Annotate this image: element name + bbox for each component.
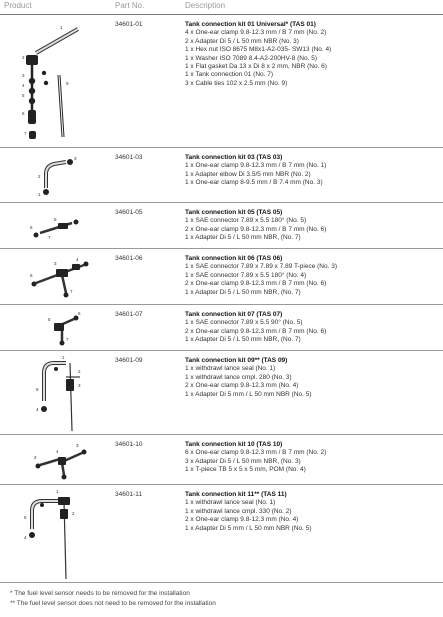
kit-line: 1 x SAE connector 7.89 x 5.5 90° (No. 5): [185, 319, 303, 327]
svg-text:4: 4: [76, 257, 79, 262]
part-number: 34601-03: [115, 154, 143, 161]
svg-text:5: 5: [24, 515, 27, 520]
kit-line: 1 x Adapter Di 5 / L 50 mm NBR, (No. 7): [185, 234, 301, 242]
description: [185, 311, 326, 345]
header-product: Product: [4, 1, 32, 10]
table-row: [0, 305, 443, 351]
part-number: 34601-06: [115, 255, 143, 262]
part-number: 34601-09: [115, 357, 143, 364]
footnote: ** The fuel level sensor does not need to be removed for the installation: [10, 600, 216, 607]
svg-text:2: 2: [72, 511, 75, 516]
kit-title: Tank connection kit 03 (TAS 03): [185, 154, 283, 161]
product-image-tas06: [0, 249, 110, 304]
product-image-tas09: [0, 351, 110, 434]
kit-line: 1 x One-ear clamp 9.8-12.3 mm / B 7 mm (No. 1): [185, 162, 327, 170]
svg-text:1: 1: [62, 355, 65, 360]
table-row: [0, 203, 443, 249]
kit-line: 1 x Tank connection 01 (No. 7): [185, 71, 274, 79]
svg-text:7: 7: [70, 289, 73, 294]
svg-text:1: 1: [38, 192, 41, 197]
product-image-tas10: [0, 435, 110, 484]
kit-line: 3 x Cable ties 102 x 2.5 mm (No. 9): [185, 79, 288, 87]
header-part-no: Part No.: [115, 1, 145, 10]
description: [185, 21, 331, 88]
description: [185, 209, 326, 243]
kit-line: 1 x Adapter Di 5 mm / L 50 mm NBR (No. 5): [185, 390, 312, 398]
svg-text:1: 1: [56, 489, 59, 494]
svg-text:4: 4: [22, 83, 25, 88]
product-image-tas05: [0, 203, 110, 248]
kit-line: 1 x Adapter elbow Di 3.5/5 mm NBR (No. 2): [185, 170, 311, 178]
svg-text:6: 6: [78, 311, 81, 316]
product-image-tas01: [0, 15, 110, 147]
kit-line: 1 x One-ear clamp 8-9.5 mm / B 7.4 mm (No. 3): [185, 179, 323, 187]
part-number: 34601-11: [115, 491, 142, 498]
description: [185, 154, 326, 188]
kit-line: 1 x SAE connector 7.89 x 5.5 180° (No. 5): [185, 217, 307, 225]
svg-text:7: 7: [66, 337, 69, 342]
kit-title: Tank connection kit 10 (TAS 10): [185, 441, 283, 448]
kit-line: 1 x Adapter Di 5 / L 50 mm NBR, (No. 7): [185, 288, 301, 296]
svg-text:5: 5: [54, 217, 57, 222]
svg-text:2: 2: [38, 174, 41, 179]
svg-text:4: 4: [36, 407, 39, 412]
header-description: Description: [185, 1, 226, 10]
product-image-tas11: [0, 485, 110, 582]
table-row: [0, 435, 443, 485]
table-row: [0, 15, 443, 148]
kit-line: 1 x withdrawl lance seal (No. 1): [185, 499, 276, 507]
svg-text:7: 7: [24, 131, 27, 136]
table-row: [0, 351, 443, 435]
kit-line: 2 x One-ear clamp 9.8-12.3 mm / B 7 mm (No. 6): [185, 225, 327, 233]
kit-title: Tank connection kit 06 (TAS 06): [185, 255, 283, 262]
svg-text:9: 9: [66, 81, 69, 86]
kit-line: 1 x Adapter Di 5 / L 50 mm NBR, (No. 7): [185, 336, 301, 344]
kit-line: 4 x One-ear clamp 9.8-12.3 mm / B 7 mm (No. 2): [185, 29, 327, 37]
svg-text:3: 3: [22, 73, 25, 78]
table-row: [0, 485, 443, 583]
svg-text:6: 6: [22, 111, 25, 116]
table-row: [0, 148, 443, 203]
svg-text:5: 5: [36, 387, 39, 392]
svg-text:4: 4: [56, 449, 59, 454]
description: [185, 441, 326, 475]
table-header: [0, 0, 443, 15]
svg-text:3: 3: [74, 156, 77, 161]
kit-line: 1 x SAE connector 7.89 x 5.5 180° (No. 4): [185, 271, 307, 279]
kit-title: Tank connection kit 05 (TAS 05): [185, 209, 283, 216]
part-number: 34601-05: [115, 209, 143, 216]
kit-line: 1 x Flat gasket Da 13 x Di 8 x 2 mm, NBR (No. 6): [185, 63, 327, 71]
svg-text:2: 2: [22, 55, 25, 60]
table-row: [0, 249, 443, 305]
kit-title: Tank connection kit 07 (TAS 07): [185, 311, 283, 318]
kit-line: 2 x One-ear clamp 9.8-12.3 mm (No. 4): [185, 382, 299, 390]
kit-line: 1 x withdrawl lance seal (No. 1): [185, 365, 276, 373]
kit-line: 1 x Hex nut ISO 8675 M8x1-A2-035- SW13 (No. 4): [185, 46, 332, 54]
svg-text:6: 6: [30, 273, 33, 278]
kit-line: 1 x Adapter Di 5 mm / L 50 mm NBR (No. 5): [185, 524, 312, 532]
part-number: 34601-10: [115, 441, 143, 448]
kit-line: 1 x withdrawl lance cmpl. 280 (No. 3): [185, 373, 292, 381]
kit-line: 1 x Washer ISO 7089 8.4-A2-200HV-8 (No. 5): [185, 54, 317, 62]
kit-title: Tank connection kit 01 Universal* (TAS 01): [185, 21, 316, 28]
part-number: 34601-01: [115, 21, 143, 28]
description: [185, 255, 337, 297]
kit-line: 2 x One-ear clamp 9.8-12.3 mm / B 7 mm (No. 6): [185, 327, 327, 335]
part-number: 34601-07: [115, 311, 143, 318]
svg-text:2: 2: [34, 455, 37, 460]
product-image-tas07: [0, 305, 110, 350]
svg-text:7: 7: [48, 235, 51, 240]
svg-text:3: 3: [78, 383, 81, 388]
svg-text:2: 2: [78, 369, 81, 374]
kit-title: Tank connection kit 11** (TAS 11): [185, 491, 287, 498]
svg-text:5: 5: [48, 317, 51, 322]
kit-line: 1 x T-piece TB 5 x 5 x 5 mm, POM (No. 4): [185, 466, 306, 474]
kit-title: Tank connection kit 09** (TAS 09): [185, 357, 288, 364]
description: [185, 357, 312, 399]
svg-text:3: 3: [54, 261, 57, 266]
svg-text:3: 3: [76, 443, 79, 448]
svg-text:6: 6: [30, 225, 33, 230]
kit-line: 3 x Adapter Di 5 / L 50 mm NBR, (No. 3): [185, 457, 301, 465]
description: [185, 491, 312, 533]
kit-line: 1 x SAE connector 7.89 x 7.89 x 7.89 T-piece (No. 3): [185, 263, 337, 271]
kit-line: 2 x Adapter Di 5 / L 50 mm NBR (No. 3): [185, 37, 299, 45]
footnote: * The fuel level sensor needs to be removed for the installation: [10, 590, 190, 597]
kit-line: 2 x One-ear clamp 9.8-12.3 mm (No. 4): [185, 516, 299, 524]
kit-line: 1 x withdrawl lance cmpl. 330 (No. 2): [185, 507, 292, 515]
kit-line: 2 x One-ear clamp 9.8-12.3 mm / B 7 mm (No. 6): [185, 280, 327, 288]
svg-text:5: 5: [22, 93, 25, 98]
svg-text:1: 1: [60, 25, 63, 30]
svg-text:4: 4: [24, 535, 27, 540]
product-image-tas03: [0, 148, 110, 202]
kit-line: 6 x One-ear clamp 9.8-12.3 mm / B 7 mm (No. 2): [185, 449, 327, 457]
